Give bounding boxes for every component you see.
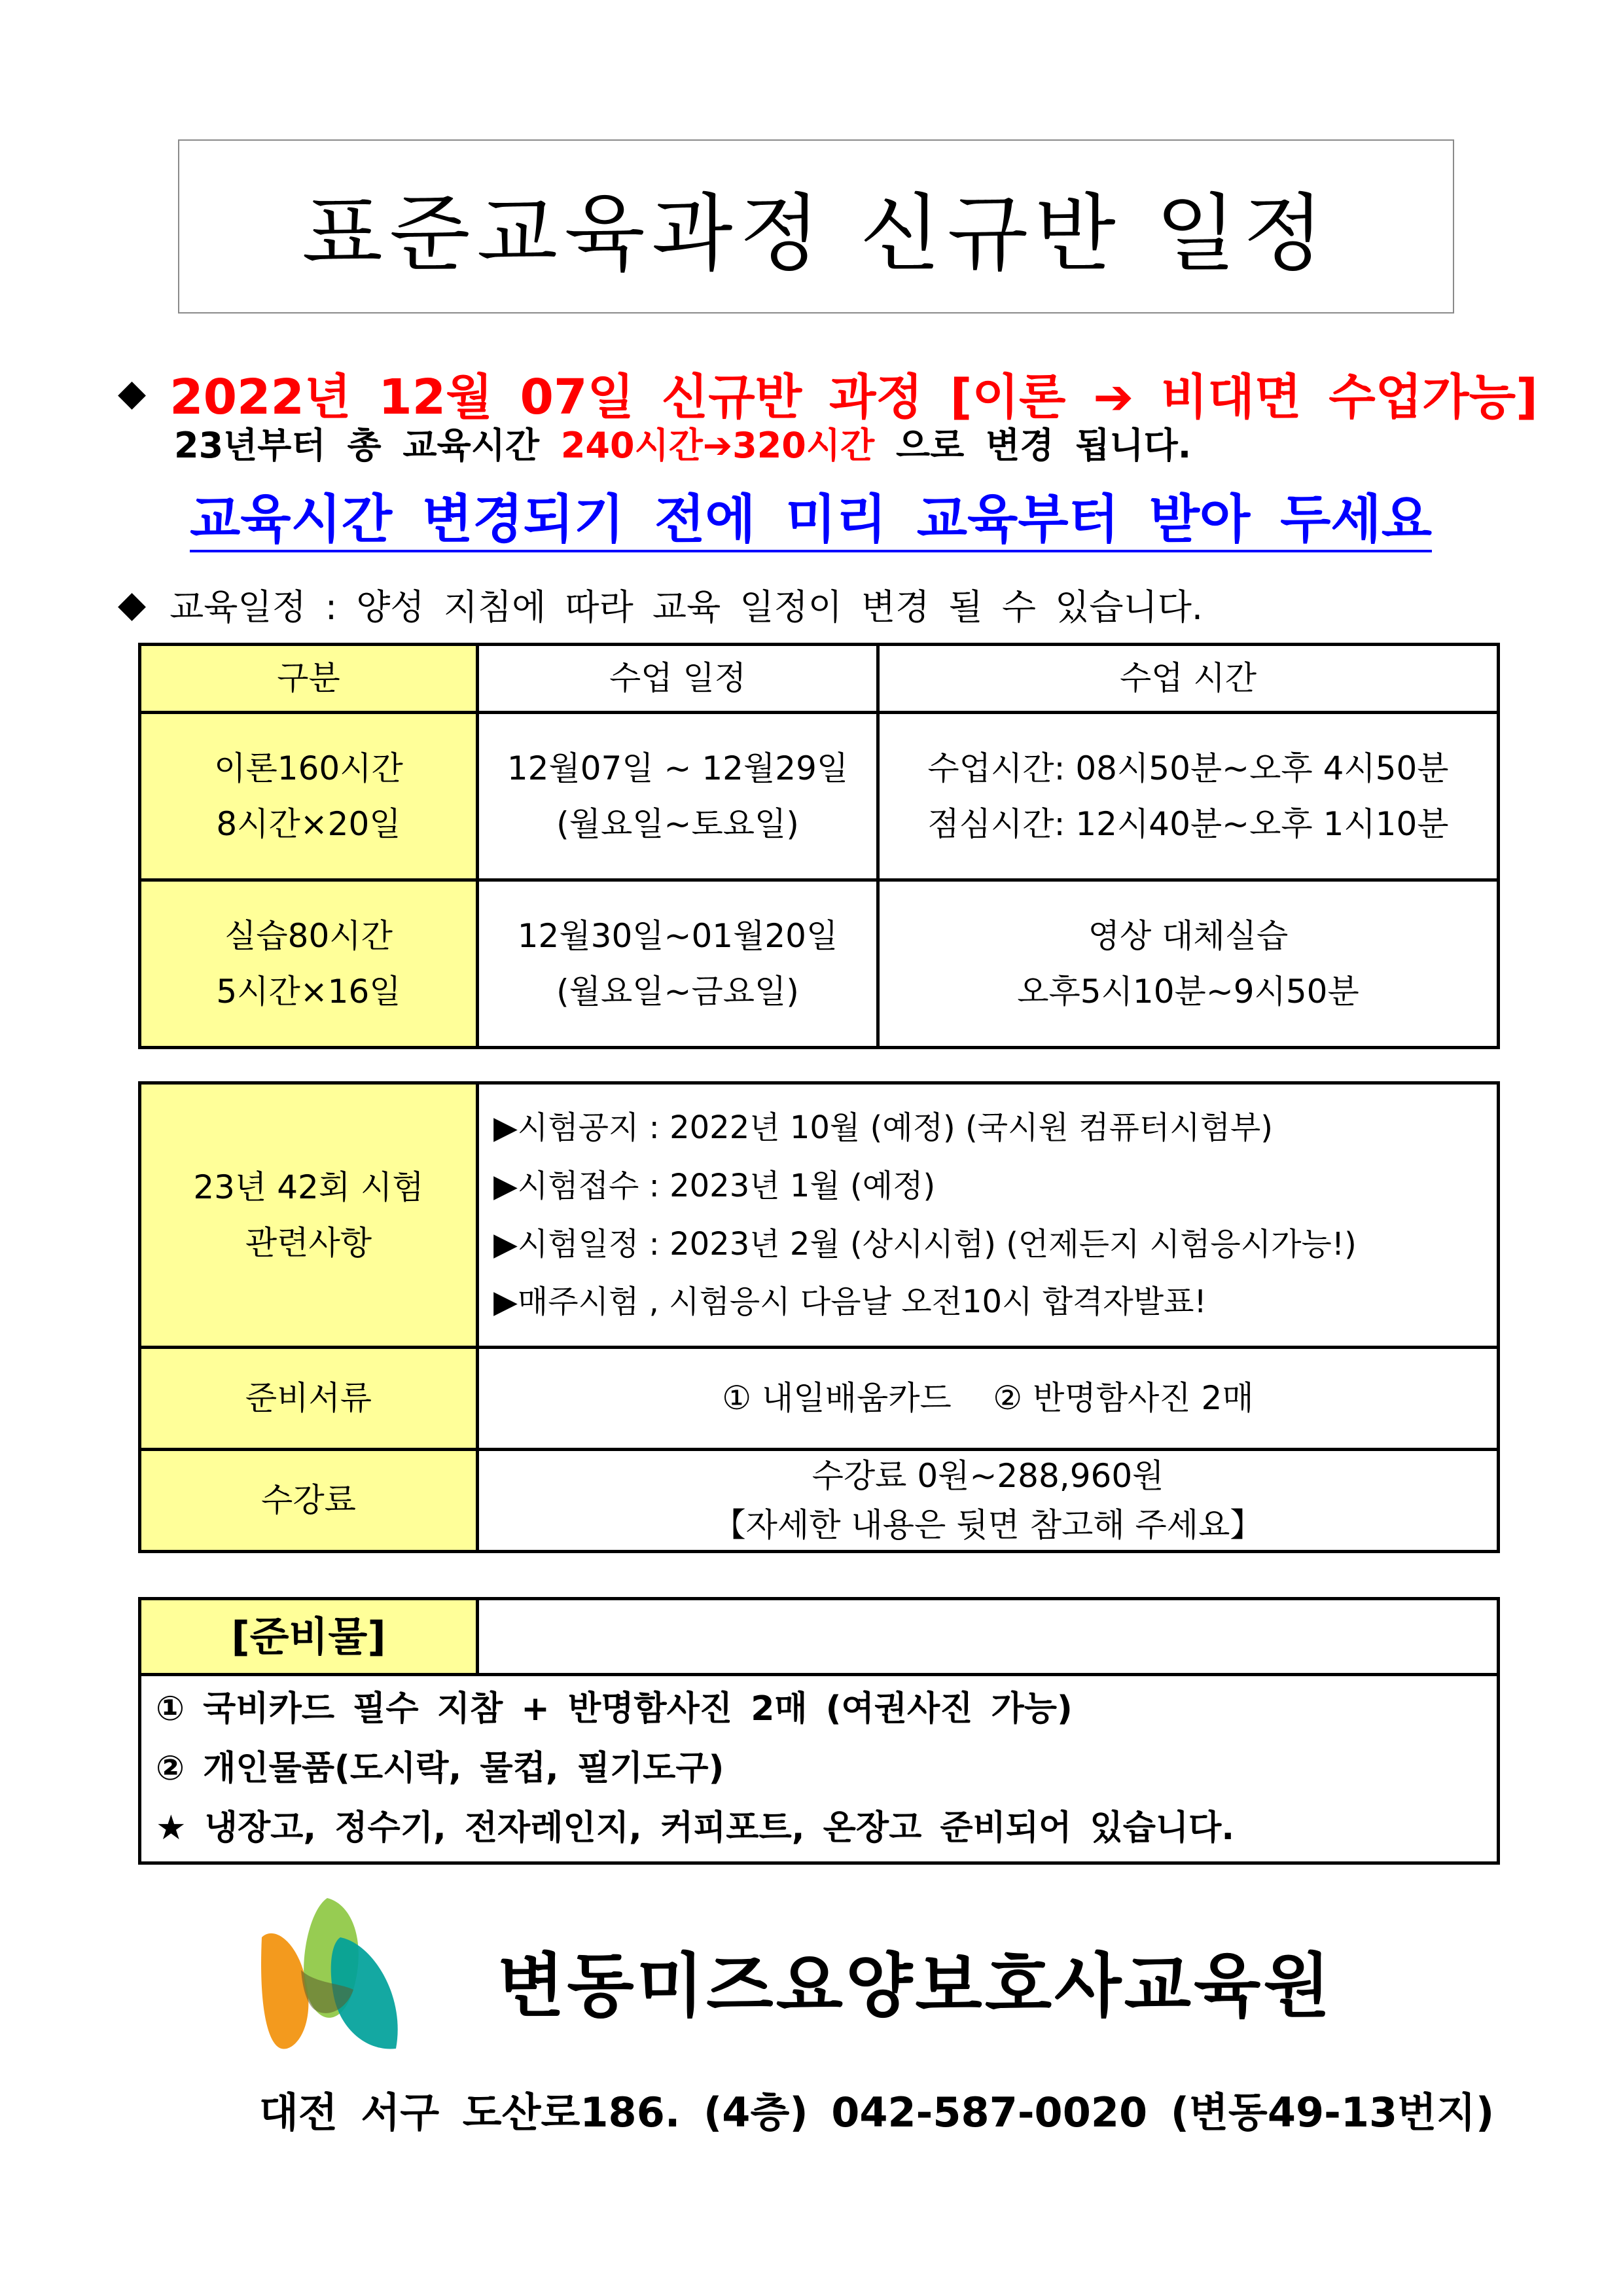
fee-label: 수강료 (140, 1450, 478, 1552)
organization-logo-icon (255, 1898, 406, 2055)
diamond-bullet-icon: ◆ (118, 372, 147, 414)
times-cell: 영상 대체실습 오후5시10분~9시50분 (878, 880, 1499, 1048)
list-item: ▶시험일정 : 2023년 2월 (상시시험) (언제든지 시험응시가능!) (493, 1225, 1357, 1263)
documents-value: ① 내일배움카드 ② 반명함사진 2매 (478, 1348, 1499, 1450)
organization-name: 변동미즈요양보호사교육원 (497, 1946, 1333, 2026)
exam-table (138, 1081, 1500, 1553)
table-header-row (140, 1599, 1499, 1675)
supplies-list (140, 1675, 1499, 1863)
dates-cell: 12월07일 ~ 12월29일 (월요일~토요일) (478, 713, 878, 880)
change-notice-prefix: 23년부터 총 교육시간 (174, 425, 561, 466)
schedule-note: 교육일정 : 양성 지침에 따라 교육 일정이 변경 될 수 있습니다. (169, 586, 1204, 628)
schedule-note-row (118, 579, 1203, 630)
supplies-table (138, 1597, 1500, 1865)
table-row (140, 1675, 1499, 1863)
list-item: ★ 냉장고, 정수기, 전자레인지, 커피포트, 온장고 준비되어 있습니다. (156, 1808, 1235, 1848)
change-notice-suffix: 으로 변경 됩니다. (874, 425, 1192, 466)
list-item: ▶시험공지 : 2022년 10월 (예정) (국시원 컴퓨터시험부) (493, 1109, 1274, 1146)
documents-label: 준비서류 (140, 1348, 478, 1450)
header-dates: 수업 일정 (478, 645, 878, 713)
dates-cell: 12월30일~01월20일 (월요일~금요일) (478, 880, 878, 1048)
table-row (140, 1450, 1499, 1552)
logo-orange-leaf-icon (261, 1933, 308, 2049)
header-category: 구분 (140, 645, 478, 713)
category-cell: 실습80시간 5시간×16일 (140, 880, 478, 1048)
list-item: ▶매주시험 , 시험응시 다음날 오전10시 합격자발표! (493, 1283, 1207, 1321)
table-row (140, 1083, 1499, 1348)
blue-banner: 교육시간 변경되기 전에 미리 교육부터 받아 두세요 (190, 492, 1432, 552)
list-item: ▶시험접수 : 2023년 1월 (예정) (493, 1167, 936, 1204)
table-header-row (140, 645, 1499, 713)
exam-label-cell: 23년 42회 시험 관련사항 (140, 1083, 478, 1348)
list-item: ② 개인물품(도시락, 물컵, 필기도구) (156, 1749, 724, 1788)
list-item: ① 국비카드 필수 지참 + 반명함사진 2매 (여권사진 가능) (156, 1689, 1073, 1729)
address: 대전 서구 도산로186. (4층) 042-587-0020 (변동49-13번지) (259, 2089, 1495, 2136)
exam-info-cell (478, 1083, 1499, 1348)
title-box (178, 139, 1454, 314)
change-notice-highlight: 240시간➔320시간 (560, 425, 875, 466)
change-notice (174, 418, 1191, 468)
fee-value-cell: 수강료 0원~288,960원 【자세한 내용은 뒷면 참고해 주세요】 (478, 1450, 1499, 1552)
header-times: 수업 시간 (878, 645, 1499, 713)
diamond-bullet-icon: ◆ (118, 583, 147, 626)
page-title: 표준교육과정 신규반 일정 (302, 185, 1330, 283)
table-row (140, 1348, 1499, 1450)
times-cell: 수업시간: 08시50분~오후 4시50분 점심시간: 12시40분~오후 1시10분 (878, 713, 1499, 880)
table-row (140, 713, 1499, 880)
schedule-table (138, 643, 1500, 1049)
supplies-empty-cell (478, 1599, 1499, 1675)
category-cell: 이론160시간 8시간×20일 (140, 713, 478, 880)
headline: 2022년 12월 07일 신규반 과정 [이론 ➔ 비대면 수업가능] (169, 369, 1538, 425)
supplies-label: [준비물] (140, 1599, 478, 1675)
table-row (140, 880, 1499, 1048)
